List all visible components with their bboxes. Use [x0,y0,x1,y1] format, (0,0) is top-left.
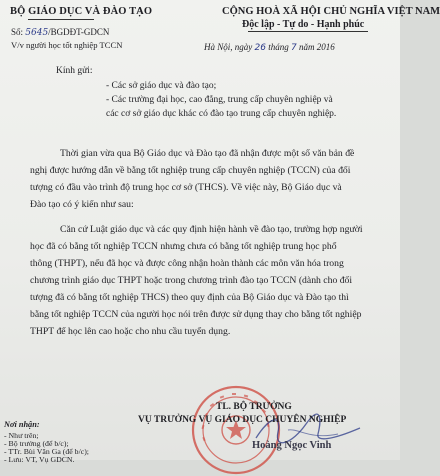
body-line: chương trình giáo dục THPT hoặc trong chương trình đào tạo TCCN (dành cho đối [30,275,353,286]
recipient-item: - Bộ trưởng (để b/c); [4,439,69,448]
national-motto: Độc lập - Tự do - Hạnh phúc [242,19,365,30]
document-subject: V/v người học tốt nghiệp TCCN [11,40,123,50]
body-line: Thời gian vừa qua Bộ Giáo dục và Đào tạo đã nhận được một số văn bản đề [60,148,355,159]
body-line: bằng tốt nghiệp TCCN của người học nói trên được sử dụng thay cho bằng tốt nghiệp [30,309,362,320]
signer-name: Hoàng Ngọc Vinh [252,440,332,451]
recipient-item: - TTr. Bùi Văn Ga (để b/c); [4,447,89,456]
greeting-label: Kính gửi: [56,66,93,76]
body-line: THPT để học lên cao hoặc cho nhu cầu tuyển dụng. [30,326,231,337]
signature-title-department: VỤ TRƯỞNG VỤ GIÁO DỤC CHUYÊN NGHIỆP [138,415,347,425]
date-day: 26 [254,43,266,53]
header-divider-left [28,19,94,20]
recipient-line: các cơ sở giáo dục khác có đào tạo trung cấp chuyên nghiệp. [106,109,337,119]
nation-title: CỘNG HOÀ XÃ HỘI CHỦ NGHĨA VIỆT NAM [222,6,440,17]
year-label: năm 2016 [296,42,335,52]
date-month: 7 [290,43,297,53]
body-line: thông (THPT), nếu đã học và được công nhận hoàn thành các môn văn hóa trong [30,258,344,269]
recipients-label: Nơi nhận: [4,420,40,429]
place-date [204,42,335,53]
document-number [11,27,109,38]
body-line: Căn cứ Luật giáo dục và các quy định hiện hành về đào tạo, trường hợp người [60,224,363,235]
doc-number-handwritten: 5645 [25,28,49,38]
month-label: tháng [265,42,291,52]
doc-number-prefix: Số: [11,27,26,37]
body-line: tượng có đầu vào trình độ trung học cơ sở (THCS). Về việc này, Bộ Giáo dục và [30,182,342,193]
header-divider-right [248,31,368,32]
ministry-name: BỘ GIÁO DỤC VÀ ĐÀO TẠO [10,6,153,17]
body-line: tượng đã có bằng tốt nghiệp THCS) theo quy định của Bộ Giáo dục và Đào tạo thì [30,292,349,303]
body-line: Đào tạo có ý kiến như sau: [30,199,134,210]
doc-number-suffix: /BGDĐT-GDCN [48,27,110,37]
place-label: Hà Nội, ngày [204,42,255,52]
signature-title-authority: TL. BỘ TRƯỞNG [216,402,292,412]
recipient-line: - Các trường đại học, cao đẳng, trung cấp chuyên nghiệp và [106,95,333,105]
recipient-item: - Lưu: VT, Vụ GDCN. [4,455,75,464]
recipient-line: - Các sở giáo dục và đào tạo; [106,81,217,91]
recipient-item: - Như trên; [4,431,39,440]
body-line: nghị được hướng dẫn về bằng tốt nghiệp trung cấp chuyên nghiệp (TCCN) của đối [30,165,351,176]
body-line: học đã có bằng tốt nghiệp TCCN nhưng chưa có bằng tốt nghiệp trung học phổ [30,241,337,252]
